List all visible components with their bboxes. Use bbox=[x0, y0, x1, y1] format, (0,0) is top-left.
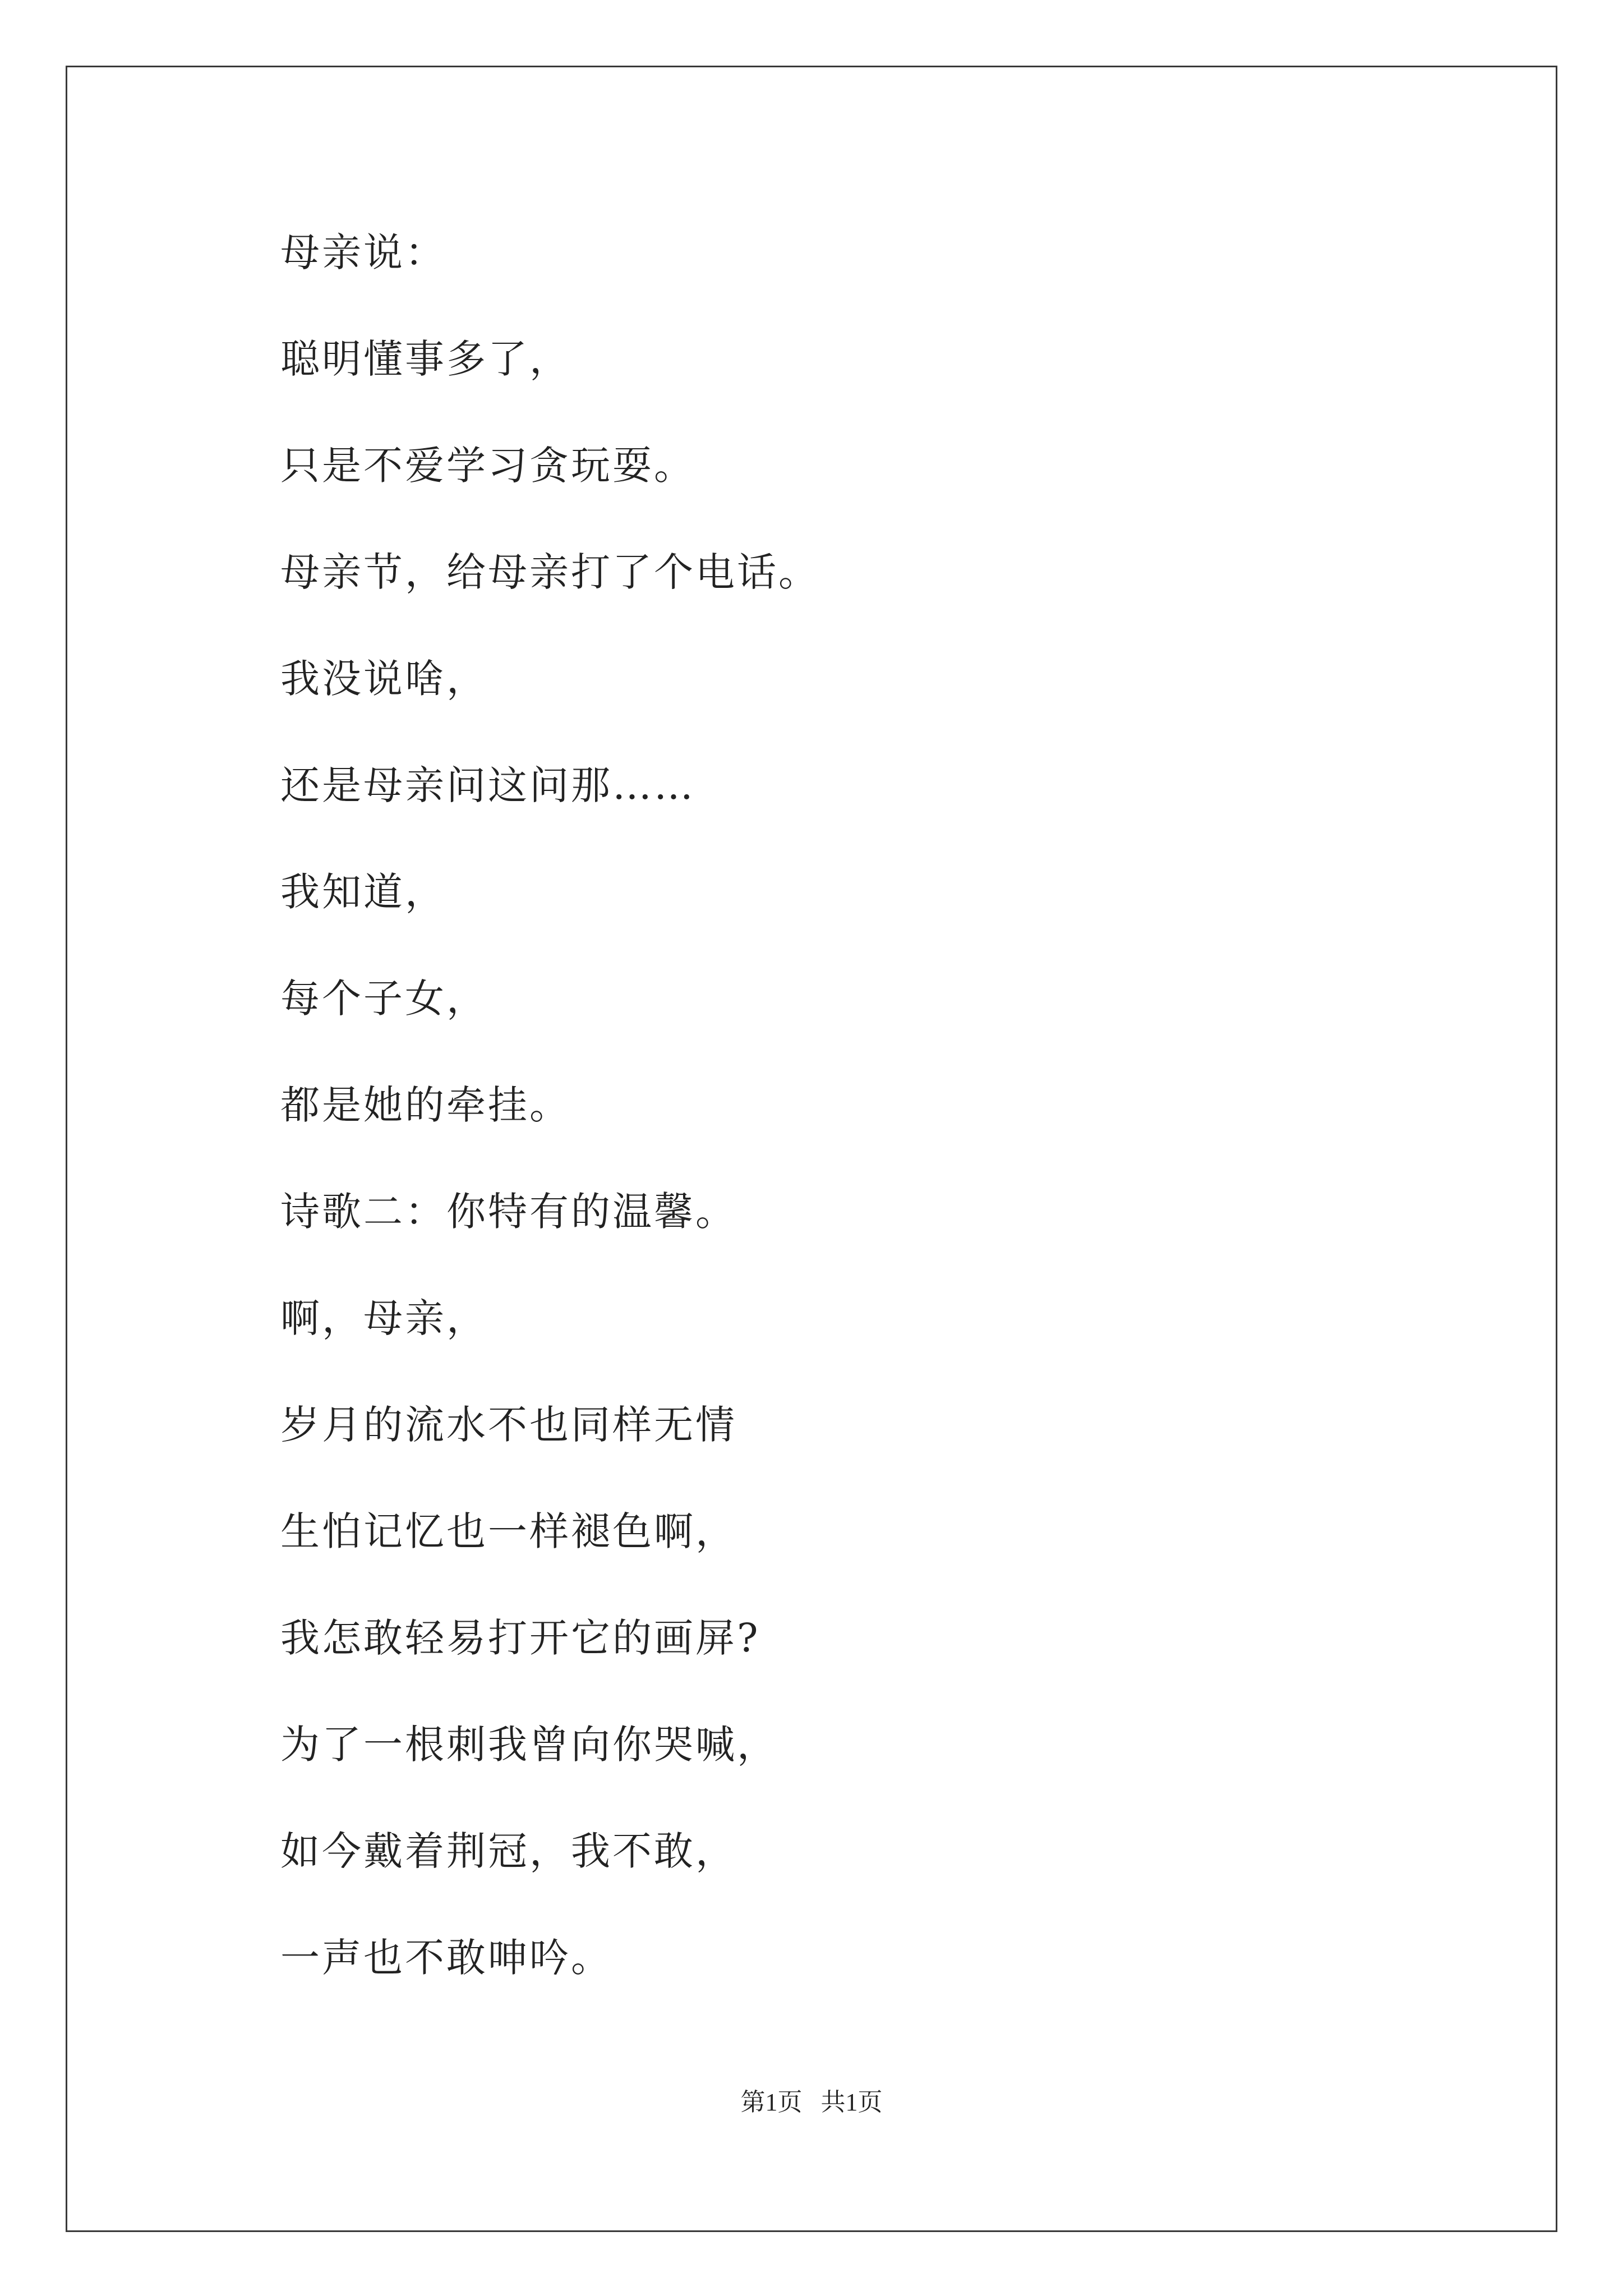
text-line: 为了一根刺我曾向你哭喊， bbox=[280, 1722, 778, 1768]
text-line: 每个子女， bbox=[280, 976, 488, 1022]
text-line: 都是她的牵挂。 bbox=[280, 1082, 571, 1128]
text-line: 诗歌二：你特有的温馨。 bbox=[280, 1189, 737, 1235]
text-line: 一声也不敢呻吟。 bbox=[280, 1935, 612, 1981]
text-line: 如今戴着荆冠，我不敢， bbox=[280, 1828, 737, 1874]
text-line: 啊，母亲， bbox=[280, 1295, 488, 1341]
text-line: 还是母亲问这问那…… bbox=[280, 762, 695, 808]
text-line: 母亲节，给母亲打了个电话。 bbox=[280, 549, 820, 595]
text-line: 我知道， bbox=[280, 869, 446, 915]
text-line: 聪明懂事多了， bbox=[280, 336, 571, 382]
text-line: 生怕记忆也一样褪色啊， bbox=[280, 1508, 737, 1554]
page-footer: 第1页 共1页 bbox=[740, 2088, 883, 2116]
text-line: 我怎敢轻易打开它的画屏? bbox=[280, 1615, 760, 1661]
text-line: 母亲说： bbox=[280, 229, 446, 275]
page-border bbox=[66, 66, 1557, 2232]
text-line: 岁月的流水不也同样无情 bbox=[280, 1402, 737, 1448]
text-line: 只是不爱学习贪玩耍。 bbox=[280, 443, 695, 489]
text-line: 我没说啥， bbox=[280, 656, 488, 702]
